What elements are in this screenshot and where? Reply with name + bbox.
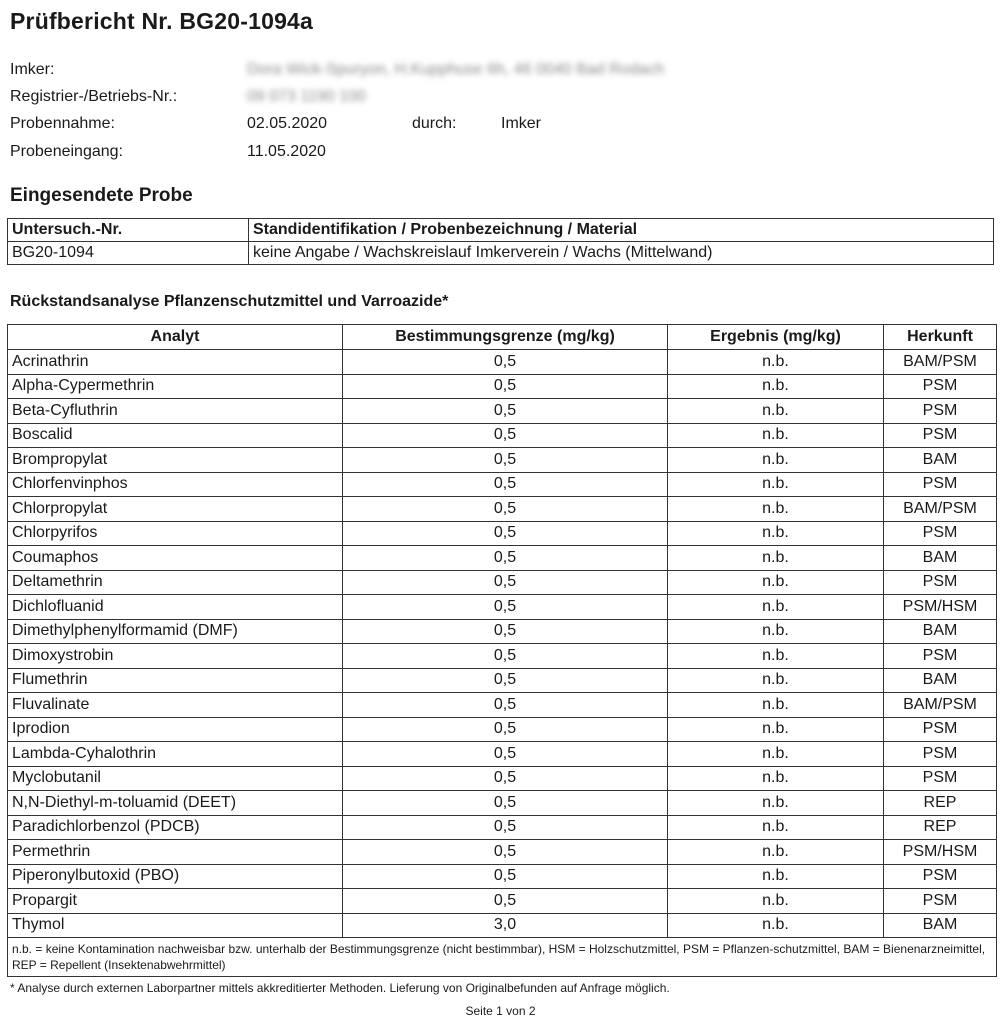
origin-code: PSM: [884, 472, 997, 497]
table-row: [8, 423, 997, 448]
origin-code: BAM/PSM: [884, 350, 997, 375]
result-value: n.b.: [668, 423, 884, 448]
table-row: [8, 448, 997, 473]
result-value: n.b.: [668, 546, 884, 571]
header-result: Ergebnis (mg/kg): [668, 325, 884, 350]
origin-code: PSM: [884, 742, 997, 767]
lab-footnote: * Analyse durch externen Laborpartner mittels akkreditierter Methoden. Lieferung von Originalbefunden auf Anfrage möglich.: [10, 981, 670, 995]
origin-code: PSM: [884, 521, 997, 546]
sample-section-title: Eingesendete Probe: [10, 185, 193, 206]
detection-limit: 0,5: [343, 497, 668, 522]
result-value: n.b.: [668, 644, 884, 669]
origin-code: REP: [884, 815, 997, 840]
table-row: [8, 668, 997, 693]
origin-code: PSM: [884, 889, 997, 914]
result-value: n.b.: [668, 864, 884, 889]
table-row: [8, 399, 997, 424]
analyte-name: Chlorpyrifos: [8, 521, 343, 546]
origin-code: PSM: [884, 644, 997, 669]
table-row: [8, 766, 997, 791]
result-value: n.b.: [668, 521, 884, 546]
table-row: [8, 570, 997, 595]
origin-code: BAM/PSM: [884, 693, 997, 718]
detection-limit: 0,5: [343, 864, 668, 889]
detection-limit: 0,5: [343, 423, 668, 448]
sampling-date-value: 02.05.2020: [247, 115, 328, 132]
origin-code: BAM: [884, 619, 997, 644]
detection-limit: 0,5: [343, 448, 668, 473]
result-value: n.b.: [668, 742, 884, 767]
detection-limit: 0,5: [343, 374, 668, 399]
detection-limit: 0,5: [343, 472, 668, 497]
analyte-name: N,N-Diethyl-m-toluamid (DEET): [8, 791, 343, 816]
table-row: [8, 497, 997, 522]
table-row: [8, 717, 997, 742]
detection-limit: 0,5: [343, 619, 668, 644]
result-value: n.b.: [668, 815, 884, 840]
detection-limit: 0,5: [343, 693, 668, 718]
detection-limit: 0,5: [343, 815, 668, 840]
origin-code: PSM: [884, 864, 997, 889]
sample-header-id: Untersuch.-Nr.: [8, 219, 249, 242]
result-value: n.b.: [668, 717, 884, 742]
origin-code: PSM/HSM: [884, 595, 997, 620]
analyte-name: Brompropylat: [8, 448, 343, 473]
analyte-name: Paradichlorbenzol (PDCB): [8, 815, 343, 840]
analyte-name: Dimethylphenylformamid (DMF): [8, 619, 343, 644]
table-row: [8, 546, 997, 571]
analyte-name: Alpha-Cypermethrin: [8, 374, 343, 399]
table-row: [8, 374, 997, 399]
analysis-table-header: [8, 325, 997, 350]
result-value: n.b.: [668, 448, 884, 473]
table-row: [8, 864, 997, 889]
analyte-name: Dichlofluanid: [8, 595, 343, 620]
table-row: [8, 472, 997, 497]
table-row: [8, 889, 997, 914]
detection-limit: 0,5: [343, 668, 668, 693]
table-row: [8, 350, 997, 375]
origin-code: PSM/HSM: [884, 840, 997, 865]
imker-label: Imker:: [10, 61, 55, 78]
result-value: n.b.: [668, 570, 884, 595]
analyte-name: Permethrin: [8, 840, 343, 865]
analyte-name: Lambda-Cyhalothrin: [8, 742, 343, 767]
analyte-name: Acrinathrin: [8, 350, 343, 375]
sample-table-header: [8, 219, 994, 242]
result-value: n.b.: [668, 374, 884, 399]
detection-limit: 0,5: [343, 595, 668, 620]
analyte-name: Chlorpropylat: [8, 497, 343, 522]
result-value: n.b.: [668, 766, 884, 791]
origin-code: PSM: [884, 423, 997, 448]
origin-code: PSM: [884, 717, 997, 742]
analyte-name: Flumethrin: [8, 668, 343, 693]
origin-code: BAM: [884, 448, 997, 473]
analyte-name: Boscalid: [8, 423, 343, 448]
table-row: [8, 742, 997, 767]
detection-limit: 0,5: [343, 766, 668, 791]
origin-code: PSM: [884, 766, 997, 791]
table-row: [8, 840, 997, 865]
analysis-section-title: Rückstandsanalyse Pflanzenschutzmittel und Varroazide*: [10, 293, 449, 310]
origin-code: BAM: [884, 913, 997, 938]
sample-description: keine Angabe / Wachskreislauf Imkerverein / Wachs (Mittelwand): [249, 242, 994, 265]
analyte-name: Chlorfenvinphos: [8, 472, 343, 497]
table-row: [8, 791, 997, 816]
detection-limit: 3,0: [343, 913, 668, 938]
sample-row: [8, 242, 994, 265]
detection-limit: 0,5: [343, 742, 668, 767]
sample-header-description: Standidentifikation / Probenbezeichnung / Material: [249, 219, 994, 242]
registration-label: Registrier-/Betriebs-Nr.:: [10, 88, 178, 105]
result-value: n.b.: [668, 472, 884, 497]
sample-table: [7, 218, 994, 265]
sampled-by-value: Imker: [501, 115, 541, 132]
origin-code: PSM: [884, 374, 997, 399]
analyte-name: Fluvalinate: [8, 693, 343, 718]
table-row: [8, 693, 997, 718]
detection-limit: 0,5: [343, 840, 668, 865]
origin-code: PSM: [884, 399, 997, 424]
table-row: [8, 913, 997, 938]
analyte-name: Piperonylbutoxid (PBO): [8, 864, 343, 889]
table-row: [8, 595, 997, 620]
result-value: n.b.: [668, 913, 884, 938]
detection-limit: 0,5: [343, 521, 668, 546]
table-row: [8, 619, 997, 644]
analysis-table: [7, 324, 997, 977]
result-value: n.b.: [668, 350, 884, 375]
result-value: n.b.: [668, 693, 884, 718]
result-value: n.b.: [668, 889, 884, 914]
detection-limit: 0,5: [343, 546, 668, 571]
origin-code: BAM: [884, 668, 997, 693]
receipt-date-label: Probeneingang:: [10, 143, 123, 160]
origin-code: BAM: [884, 546, 997, 571]
detection-limit: 0,5: [343, 570, 668, 595]
result-value: n.b.: [668, 399, 884, 424]
detection-limit: 0,5: [343, 399, 668, 424]
analyte-name: Dimoxystrobin: [8, 644, 343, 669]
header-analyte: Analyt: [8, 325, 343, 350]
origin-code: PSM: [884, 570, 997, 595]
imker-value: Dora Wick-Spuryon, H.Kupphuse 6h, 46 0040 Bad Rodach: [247, 61, 665, 78]
abbreviation-footnote: n.b. = keine Kontamination nachweisbar bzw. unterhalb der Bestimmungsgrenze (nicht bestimmbar), HSM = Holzschutzmittel, PSM = Pflanzen-schutzmittel, BAM = Bienenarzneimittel, REP = Repellent (Insektenabwehrmittel): [8, 938, 997, 977]
receipt-date-value: 11.05.2020: [247, 143, 326, 160]
result-value: n.b.: [668, 497, 884, 522]
page-number: Seite 1 von 2: [465, 1004, 536, 1018]
result-value: n.b.: [668, 595, 884, 620]
analyte-name: Myclobutanil: [8, 766, 343, 791]
analysis-table-footnote-row: [8, 938, 997, 977]
analyte-name: Beta-Cyfluthrin: [8, 399, 343, 424]
detection-limit: 0,5: [343, 717, 668, 742]
registration-value: 09 073 1190 100: [247, 88, 366, 105]
sampling-date-label: Probennahme:: [10, 115, 115, 132]
analyte-name: Coumaphos: [8, 546, 343, 571]
header-origin: Herkunft: [884, 325, 997, 350]
analyte-name: Propargit: [8, 889, 343, 914]
origin-code: REP: [884, 791, 997, 816]
report-title: Prüfbericht Nr. BG20-1094a: [10, 8, 314, 34]
header-detection-limit: Bestimmungsgrenze (mg/kg): [343, 325, 668, 350]
analyte-name: Thymol: [8, 913, 343, 938]
detection-limit: 0,5: [343, 644, 668, 669]
table-row: [8, 815, 997, 840]
result-value: n.b.: [668, 791, 884, 816]
detection-limit: 0,5: [343, 889, 668, 914]
sample-id: BG20-1094: [8, 242, 249, 265]
result-value: n.b.: [668, 668, 884, 693]
result-value: n.b.: [668, 619, 884, 644]
analyte-name: Iprodion: [8, 717, 343, 742]
table-row: [8, 644, 997, 669]
origin-code: BAM/PSM: [884, 497, 997, 522]
detection-limit: 0,5: [343, 791, 668, 816]
result-value: n.b.: [668, 840, 884, 865]
analyte-name: Deltamethrin: [8, 570, 343, 595]
sampled-by-label: durch:: [412, 115, 457, 132]
detection-limit: 0,5: [343, 350, 668, 375]
table-row: [8, 521, 997, 546]
